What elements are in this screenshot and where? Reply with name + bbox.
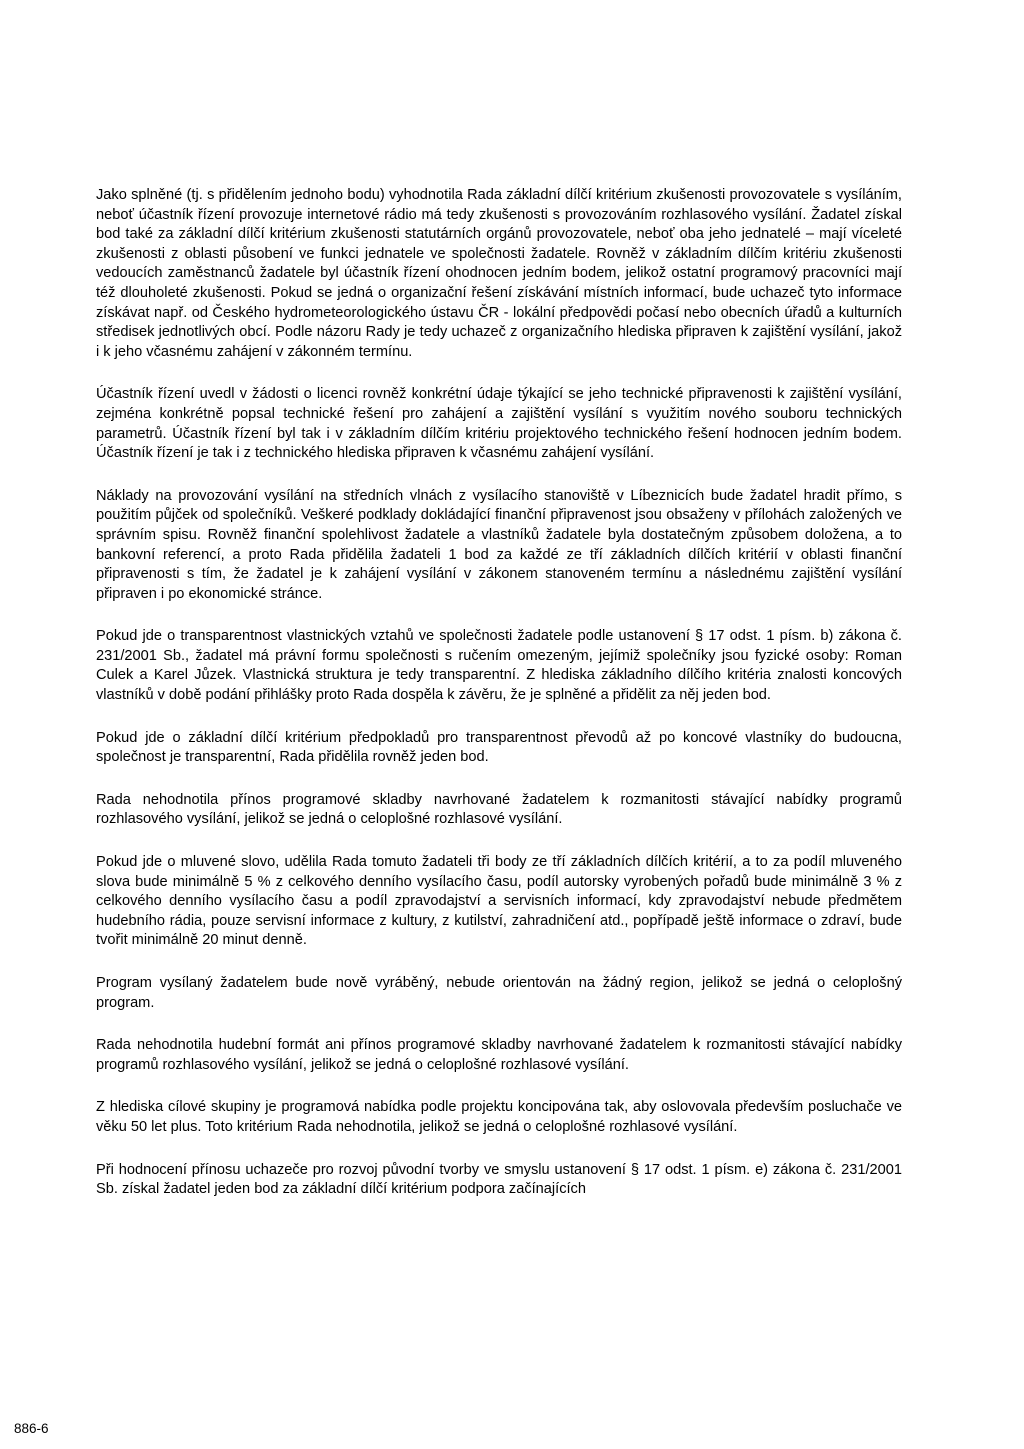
paragraph-financial: Náklady na provozování vysílání na středních vlnách z vysílacího stanoviště v Líbeznicích bude žadatel hradit přímo, s použitím půjček od společníků. Veškeré podklady dokládající finanční připravenost jsou obsaženy v přílohách založených ve správním spisu. Rovněž finanční spolehlivost žadatele a vlastníků žadatele byla dostatečným způsobem doložena, a to bankovní referencí, a proto Rada přidělila žadateli 1 bod za každé ze tří základních dílčích kritérií v oblasti finanční připravenosti s tím, že žadatel je k zahájení vysílání v zákonem stanoveném termínu a následnému zajištění vysílání připraven i po ekonomické stránce. — [96, 487, 902, 602]
paragraph-programme-diversity: Rada nehodnotila přínos programové skladby navrhované žadatelem k rozmanitosti stávající nabídky programů rozhlasového vysílání, jelikož se jedná o celoplošné rozhlasové vysílání. — [96, 791, 902, 828]
paragraph-experience: Jako splněné (tj. s přidělením jednoho bodu) vyhodnotila Rada základní dílčí kritérium zkušenosti provozovatele s vysíláním, neboť účastník řízení provozuje internetové rádio má tedy zkušenosti s provozováním rozhlasového vysílání. Žadatel získal bod také za základní dílčí kritérium zkušenosti statutárních orgánů provozovatele, neboť oba jeho jednatelé – mají víceleté zkušenosti z oblasti působení ve funkci jednatele ve společnosti žadatele. Rovněž v základním dílčím kritériu zkušenosti vedoucích zaměstnanců žadatele byl účastník řízení ohodnocen jedním bodem, jelikož ostatní programový pracovníci mají též dlouholeté zkušenosti. Pokud se jedná o organizační řešení získávání místních informací, bude uchazeč tyto informace získávat např. od Českého hydrometeorologického ústavu ČR - lokální předpovědi počasí nebo obecních úřadů a kulturních středisek jednotlivých obcí. Podle názoru Rady je tedy uchazeč z organizačního hlediska připraven k zajištění vysílání, jakož i k jeho včasnému zahájení v zákonném termínu. — [96, 187, 902, 360]
page-number: 886-6 — [14, 1421, 49, 1436]
paragraph-spoken-word: Pokud jde o mluvené slovo, udělila Rada tomuto žadateli tři body ze tří základních dílčích kritérií, a to za podíl mluveného slova bude minimálně 5 % z celkového denního vysílacího času, podíl autorsky vyrobených pořadů bude minimálně 3 % z celkového denního vysílacího času a podíl zpravodajství a servisních informací, kdy zpravodajství nebude předmětem hudebního rádia, pouze servisní informace z kultury, z kutilství, zahradničení atd., popřípadě ještě informace o zdraví, bude tvořit minimálně 20 minut denně. — [96, 854, 902, 949]
paragraph-transfer-transparency: Pokud jde o základní dílčí kritérium předpokladů pro transparentnost převodů až po koncové vlastníky do budoucna, společnost je transparentní, Rada přidělila rovněž jeden bod. — [96, 729, 902, 766]
paragraph-music-format: Rada nehodnotila hudební formát ani přínos programové skladby navrhované žadatelem k rozmanitosti stávající nabídky programů rozhlasového vysílání, jelikož se jedná o celoplošné rozhlasové vysílání. — [96, 1037, 902, 1073]
paragraph-target-group: Z hlediska cílové skupiny je programová nabídka podle projektu koncipována tak, aby oslovovala především posluchače ve věku 50 let plus. Toto kritérium Rada nehodnotila, jelikož se jedná o celoplošné rozhlasové vysílání. — [96, 1099, 902, 1135]
paragraph-technical: Účastník řízení uvedl v žádosti o licenci rovněž konkrétní údaje týkající se jeho technické připravenosti k zajištění vysílání, zejména konkrétně popsal technické řešení pro zahájení a zajištění vysílání s využitím nového souboru technických parametrů. Účastník řízení byl tak i v základním dílčím kritériu projektového technického řešení hodnocen jedním bodem. Účastník řízení je tak i z technického hlediska připraven k včasnému zahájení vysílání. — [96, 386, 902, 462]
paragraph-original-production: Při hodnocení přínosu uchazeče pro rozvoj původní tvorby ve smyslu ustanovení § 17 odst. 1 písm. e) zákona č. 231/2001 Sb. získal žadatel jeden bod za základní dílčí kritérium podpora začínajících — [96, 1161, 902, 1198]
document-body — [96, 186, 902, 1223]
paragraph-new-production: Program vysílaný žadatelem bude nově vyráběný, nebude orientován na žádný region, jelikož se jedná o celoplošný program. — [96, 975, 902, 1011]
paragraph-ownership: Pokud jde o transparentnost vlastnických vztahů ve společnosti žadatele podle ustanovení § 17 odst. 1 písm. b) zákona č. 231/2001 Sb., žadatel má právní formu společnosti s ručením omezeným, jejímiž společníky jsou fyzické osoby: Roman Culek a Karel Jůzek. Vlastnická struktura je tedy transparentní. Z hlediska základního dílčího kritéria znalosti koncových vlastníků v době podání přihlášky proto Rada dospěla k závěru, že je splněné a přidělit za něj jeden bod. — [96, 628, 902, 704]
